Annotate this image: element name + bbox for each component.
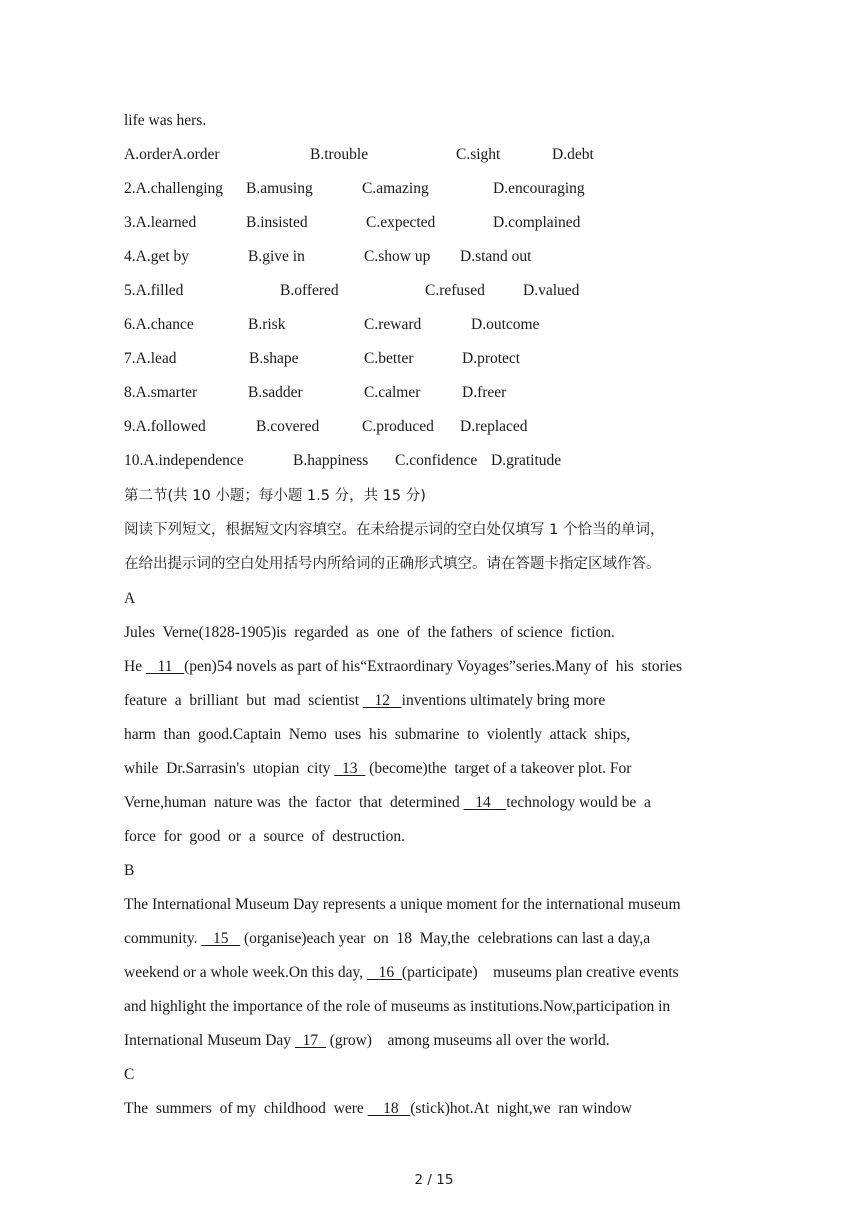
option-b: B.give in (248, 248, 305, 265)
option-d: D.protect (462, 350, 521, 367)
option-c: C.better (364, 350, 414, 367)
passage-line: while Dr.Sarrasin's utopian city 13 (become)the target of a takeover plot. For (124, 757, 631, 781)
passage-line: International Museum Day 17 (grow) among museums all over the world. (124, 1029, 610, 1053)
option-a: A.orderA.order (124, 146, 220, 163)
option-c: C.amazing (362, 180, 429, 197)
option-row-3 (124, 211, 744, 235)
option-a: 8.A.smarter (124, 384, 198, 401)
option-row-2 (124, 177, 744, 201)
option-row-5 (124, 279, 744, 303)
option-d: D.encouraging (493, 180, 585, 197)
option-a: 4.A.get by (124, 248, 190, 265)
option-b: B.happiness (293, 452, 369, 469)
option-c: C.expected (366, 214, 436, 231)
option-c: C.confidence (395, 452, 478, 469)
option-d: D.valued (523, 282, 580, 299)
passage-line: Jules Verne(1828-1905)is regarded as one of the fathers of science fiction. (124, 624, 615, 641)
blank-16[interactable]: 16 (378, 964, 395, 981)
blank-17[interactable]: 17 (302, 1032, 319, 1049)
option-d: D.debt (552, 146, 594, 163)
option-d: D.gratitude (491, 452, 562, 469)
passage-label-a: A (124, 590, 136, 607)
option-a: 6.A.chance (124, 316, 194, 333)
option-a: 3.A.learned (124, 214, 197, 231)
passage-label-c: C (124, 1066, 135, 1083)
option-row-10 (124, 449, 744, 473)
text-line: life was hers. (124, 112, 207, 129)
passage-line: Verne,human nature was the factor that determined 14 technology would be a (124, 791, 651, 815)
option-d: D.outcome (471, 316, 540, 333)
option-b: B.covered (256, 418, 320, 435)
option-c: C.refused (425, 282, 485, 299)
passage-line: He 11 (pen)54 novels as part of his“Extraordinary Voyages”series.Many of his stories (124, 655, 682, 679)
passage-line: The International Museum Day represents a unique moment for the international museum (124, 896, 681, 913)
option-d: D.complained (493, 214, 581, 231)
option-row-6 (124, 313, 744, 337)
option-c: C.produced (362, 418, 434, 435)
option-c: C.reward (364, 316, 422, 333)
option-a: 5.A.filled (124, 282, 184, 299)
option-b: B.amusing (246, 180, 313, 197)
option-c: C.show up (364, 248, 431, 265)
passage-label-b: B (124, 862, 135, 879)
option-b: B.risk (248, 316, 286, 333)
option-c: C.calmer (364, 384, 421, 401)
option-b: B.insisted (246, 214, 308, 231)
option-b: B.offered (280, 282, 339, 299)
blank-11[interactable]: 11 (157, 658, 173, 675)
blank-12[interactable]: 12 (374, 692, 391, 709)
passage-line: and highlight the importance of the role of museums as institutions.Now,participation in (124, 998, 671, 1015)
passage-line: force for good or a source of destruction. (124, 828, 406, 845)
passage-line: community. 15 (organise)each year on 18 May,the celebrations can last a day,a (124, 927, 650, 951)
option-b: B.shape (249, 350, 299, 367)
section-heading: 第二节(共 10 小题；每小题 1.5 分，共 15 分) (124, 488, 426, 504)
option-a: 9.A.followed (124, 418, 206, 435)
passage-line: harm than good.Captain Nemo uses his submarine to violently attack ships, (124, 726, 631, 743)
option-b: B.trouble (310, 146, 369, 163)
page-number: 2 / 15 (414, 1172, 454, 1188)
option-b: B.sadder (248, 384, 303, 401)
passage-line: feature a brilliant but mad scientist 12 inventions ultimately bring more (124, 689, 605, 713)
instruction-line: 阅读下列短文，根据短文内容填空。在未给提示词的空白处仅填写 1 个恰当的单词， (124, 522, 665, 538)
instruction-line: 在给出提示词的空白处用括号内所给词的正确形式填空。请在答题卡指定区域作答。 (124, 556, 661, 572)
passage-line: weekend or a whole week.On this day, 16 (participate) museums plan creative events (124, 961, 679, 985)
option-d: D.freer (462, 384, 507, 401)
option-a: 7.A.lead (124, 350, 177, 367)
option-a: 2.A.challenging (124, 180, 224, 197)
option-row-7 (124, 347, 744, 371)
option-a: 10.A.independence (124, 452, 244, 469)
blank-18[interactable]: 18 (383, 1100, 399, 1117)
option-row-9 (124, 415, 744, 439)
option-row-1 (124, 143, 744, 167)
option-row-8 (124, 381, 744, 405)
option-c: C.sight (456, 146, 501, 163)
blank-13[interactable]: 13 (342, 760, 358, 777)
option-row-4 (124, 245, 744, 269)
blank-14[interactable]: 14 (475, 794, 491, 811)
passage-line: The summers of my childhood were 18 (stick)hot.At night,we ran window (124, 1097, 632, 1121)
option-d: D.replaced (460, 418, 528, 435)
option-d: D.stand out (460, 248, 532, 265)
blank-15[interactable]: 15 (212, 930, 229, 947)
